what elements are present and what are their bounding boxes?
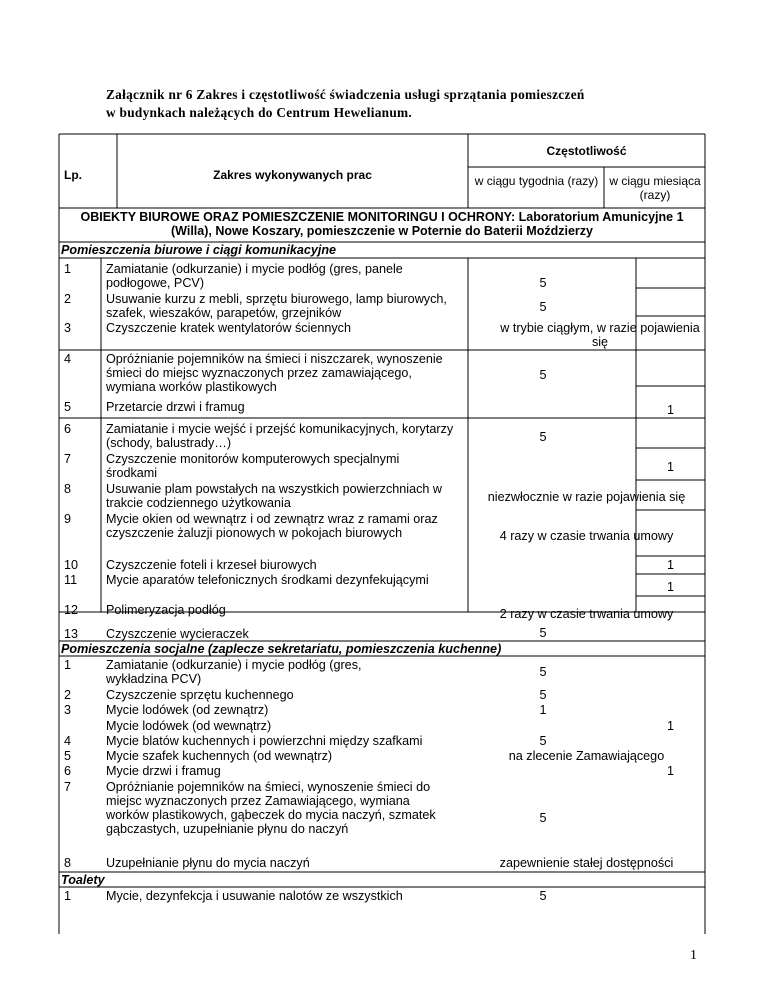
row-lp: 13 (64, 627, 79, 641)
row-monthly: 1 (666, 580, 674, 594)
row-task: Czyszczenie kratek wentylatorów ściennych (106, 321, 351, 335)
row-task: Opróżnianie pojemników na śmieci, wynoszenie śmieci do miejsc wyznaczonych przez Zamawiającego, wymiana worków plastikowych, gąbeczek do mycia naczyń, szmatek gąbczastych, uzupełnianie płynu do naczyń (106, 780, 436, 836)
row-task: Mycie okien od wewnątrz i od zewnątrz wraz z ramami oraz czyszczenie żaluzji pionowych w pokojach biurowych (106, 512, 438, 540)
heading-line-1: Załącznik nr 6 Zakres i częstotliwość świadczenia usługi sprzątania pomieszczeń (106, 87, 585, 102)
row-weekly: 5 (539, 734, 547, 748)
heading-line-2: w budynkach należących do Centrum Hewelianum. (106, 105, 413, 120)
row-task: Zamiatanie (odkurzanie) i mycie podłóg (gres, panele podłogowe, PCV) (106, 262, 403, 290)
row-lp: 2 (64, 688, 72, 702)
row-note: 4 razy w czasie trwania umowy (499, 529, 674, 543)
row-lp: 6 (64, 764, 72, 778)
row-task: Czyszczenie sprzętu kuchennego (106, 688, 294, 702)
row-task: Mycie aparatów telefonicznych środkami dezynfekującymi (106, 573, 429, 587)
row-weekly: 1 (539, 703, 547, 717)
row-monthly: 1 (666, 764, 674, 778)
row-task: Zamiatanie (odkurzanie) i mycie podłóg (gres, wykładzina PCV) (106, 658, 362, 686)
row-note: w trybie ciągłym, w razie pojawienia się (500, 321, 700, 349)
row-lp: 2 (64, 292, 72, 306)
header-weekly: w ciągu tygodnia (razy) (474, 174, 599, 188)
row-monthly: 1 (666, 719, 674, 733)
row-weekly: 5 (539, 811, 547, 825)
row-lp: 1 (64, 889, 72, 903)
row-task: Mycie lodówek (od wewnątrz) (106, 719, 272, 733)
header-scope: Zakres wykonywanych prac (213, 168, 372, 182)
row-lp: 6 (64, 422, 72, 436)
row-lp: 1 (64, 658, 72, 672)
section-title: OBIEKTY BIUROWE ORAZ POMIESZCZENIE MONITORINGU I OCHRONY: Laboratorium Amunicyjne 1 (Willa), Nowe Koszary, pomieszczenie w Poternie do Baterii Moździerzy (80, 210, 684, 238)
row-lp: 8 (64, 482, 72, 496)
row-task: Czyszczenie foteli i krzeseł biurowych (106, 558, 317, 572)
row-weekly: 5 (539, 889, 547, 903)
row-weekly: 5 (539, 688, 547, 702)
row-lp: 5 (64, 400, 72, 414)
row-note: 2 razy w czasie trwania umowy (499, 607, 674, 621)
group-title-offices: Pomieszczenia biurowe i ciągi komunikacyjne (61, 243, 337, 257)
row-task: Usuwanie kurzu z mebli, sprzętu biurowego, lamp biurowych, szafek, wieszaków, parapetów, grzejników (106, 292, 447, 320)
row-task: Polimeryzacja podłóg (106, 603, 226, 617)
row-note: zapewnienie stałej dostępności (499, 856, 674, 870)
row-lp: 4 (64, 352, 72, 366)
row-lp: 7 (64, 780, 72, 794)
row-weekly: 5 (539, 276, 547, 290)
row-lp: 1 (64, 262, 72, 276)
row-lp: 7 (64, 452, 72, 466)
row-lp: 5 (64, 749, 72, 763)
row-lp: 11 (64, 573, 78, 587)
row-note: na zlecenie Zamawiającego (508, 749, 665, 763)
row-task: Zamiatanie i mycie wejść i przejść komunikacyjnych, korytarzy (schody, balustrady…) (106, 422, 454, 450)
row-task: Mycie, dezynfekcja i usuwanie nalotów ze wszystkich (106, 889, 403, 903)
row-lp: 10 (64, 558, 79, 572)
header-frequency: Częstotliwość (546, 144, 627, 158)
row-task: Mycie blatów kuchennych i powierzchni między szafkami (106, 734, 423, 748)
row-task: Czyszczenie wycieraczek (106, 627, 249, 641)
row-task: Uzupełnianie płynu do mycia naczyń (106, 856, 310, 870)
row-monthly: 1 (666, 558, 674, 572)
row-weekly: 5 (539, 626, 547, 640)
row-task: Mycie szafek kuchennych (od wewnątrz) (106, 749, 333, 763)
row-task: Przetarcie drzwi i framug (106, 400, 245, 414)
group-title-toilets: Toalety (61, 873, 105, 887)
row-note: niezwłocznie w razie pojawienia się (487, 490, 686, 504)
row-task: Mycie lodówek (od zewnątrz) (106, 703, 269, 717)
header-monthly: w ciągu miesiąca (razy) (609, 174, 701, 202)
row-weekly: 5 (539, 665, 547, 679)
row-lp: 8 (64, 856, 72, 870)
row-weekly: 5 (539, 430, 547, 444)
row-weekly: 5 (539, 368, 547, 382)
row-lp: 3 (64, 321, 72, 335)
row-lp: 9 (64, 512, 72, 526)
row-weekly: 5 (539, 300, 547, 314)
row-monthly: 1 (666, 460, 674, 474)
header-lp: Lp. (64, 168, 82, 182)
row-lp: 4 (64, 734, 72, 748)
group-title-social: Pomieszczenia socjalne (zaplecze sekretariatu, pomieszczenia kuchenne) (61, 642, 502, 656)
row-task: Opróżnianie pojemników na śmieci i niszczarek, wynoszenie śmieci do miejsc wyznaczonych przez zamawiającego, wymiana worków plastikowych (106, 352, 443, 394)
row-task: Czyszczenie monitorów komputerowych specjalnymi środkami (106, 452, 400, 480)
row-lp: 12 (64, 603, 79, 617)
row-task: Usuwanie plam powstałych na wszystkich powierzchniach w trakcie codziennego użytkowania (106, 482, 442, 510)
page-number: 1 (690, 948, 697, 963)
row-lp: 3 (64, 703, 72, 717)
row-monthly: 1 (666, 403, 674, 417)
row-task: Mycie drzwi i framug (106, 764, 221, 778)
